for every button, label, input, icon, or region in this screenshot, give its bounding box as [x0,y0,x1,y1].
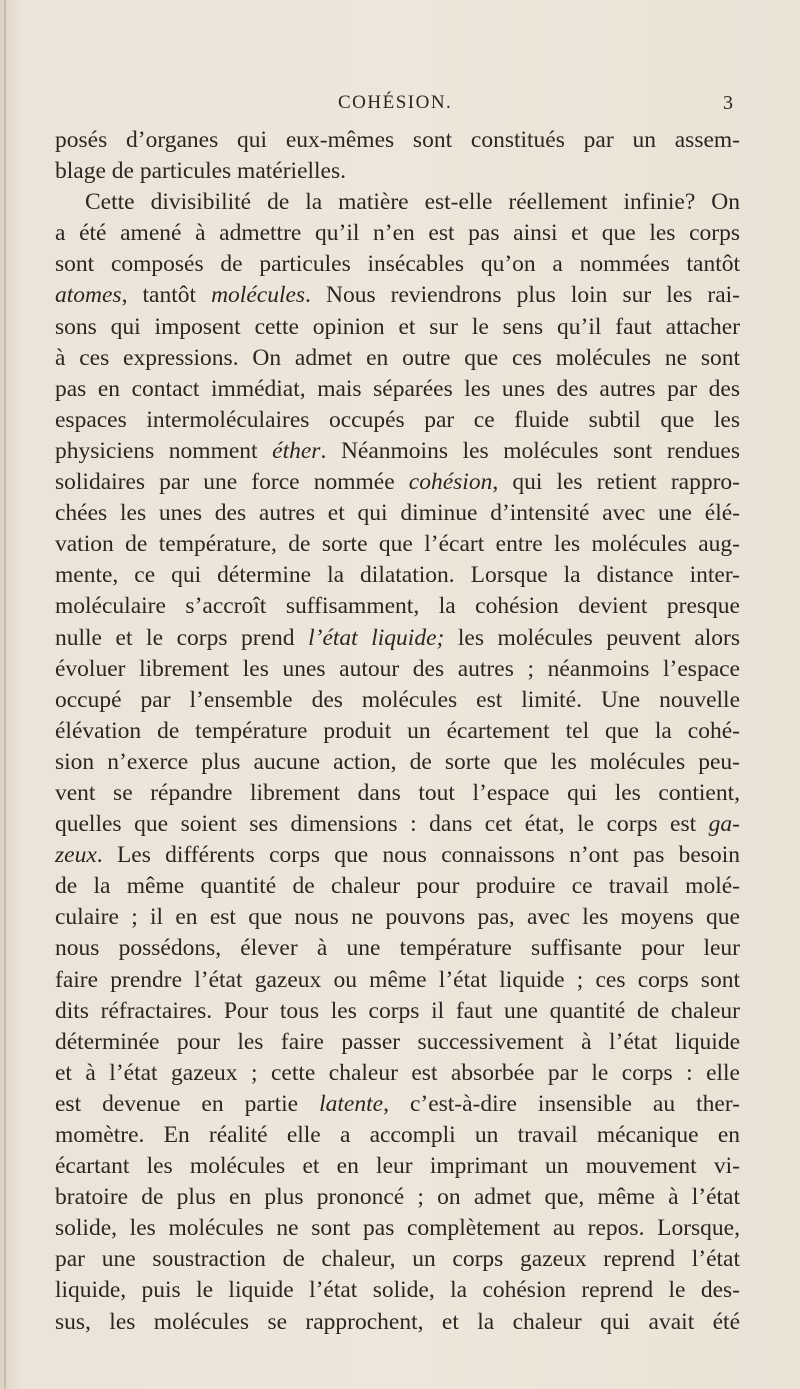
text-line [55,902,740,933]
text-run: élévation de température produit un écartement tel que la cohé- [55,717,740,744]
text-line [55,591,740,622]
text-run: et à l’état gazeux ; cette chaleur est absorbée par le corps : elle [55,1059,740,1086]
italic-term: l’état liquide; [308,624,445,651]
page-number: 3 [723,92,733,114]
text-run: sus, les molécules se rapprochent, et la chaleur qui avait été [55,1308,740,1335]
text-run: . Les différents corps que nous connaissons n’ont pas besoin [96,842,740,869]
text-line [55,1182,740,1213]
text-line [55,405,740,436]
text-run: liquide, puis le liquide l’état solide, la cohésion reprend le des- [55,1277,740,1304]
text-line [55,840,740,871]
text-line [55,498,740,529]
text-run: par une soustraction de chaleur, un corps gazeux reprend l’état [55,1246,740,1273]
text-run: , qui les retient rappro- [492,469,740,496]
text-line [55,374,740,405]
text-line [55,778,740,809]
text-line [55,933,740,964]
text-run: est devenue en partie [55,1090,320,1117]
text-run: occupé par l’ensemble des molécules est limité. Une nouvelle [55,686,740,713]
text-run: . Nous reviendrons plus loin sur les rai- [305,282,740,309]
text-run: faire prendre l’état gazeux ou même l’état liquide ; ces corps sont [55,966,740,993]
text-run: de la même quantité de chaleur pour produire ce travail molé- [55,873,740,900]
paragraph [55,125,740,187]
text-run: pas en contact immédiat, mais séparées les unes des autres par des [55,375,740,402]
text-run: vation de température, de sorte que l’écart entre les molécules aug- [55,531,740,558]
text-run: les molécules peuvent alors [444,624,741,651]
text-run: quelles que soient ses dimensions : dans cet état, le corps est [55,811,709,838]
text-line [55,156,740,187]
text-line [55,1089,740,1120]
text-run: solidaires par une force nommée [55,469,409,496]
body-text [55,125,740,1338]
text-line [55,1151,740,1182]
text-run: à ces expressions. On admet en outre que ces molécules ne sont [55,344,740,371]
text-line [55,280,740,311]
text-line [55,996,740,1027]
text-run: chées les unes des autres et qui diminue d’intensité avec une élé- [55,500,740,527]
text-line [55,809,740,840]
text-line [55,623,740,654]
italic-term: molécules [211,282,306,309]
text-run: solide, les molécules ne sont pas complètement au repos. Lorsque, [55,1215,740,1242]
text-line [55,1027,740,1058]
italic-term: latente [319,1090,384,1117]
text-run: nous possédons, élever à une température suffisante pour leur [55,935,740,962]
text-line [55,467,740,498]
text-run: déterminée pour les faire passer successivement à l’état liquide [55,1028,740,1055]
text-line [55,1213,740,1244]
text-line [55,1307,740,1338]
text-run: bratoire de plus en plus prononcé ; on admet que, même à l’état [55,1184,740,1211]
italic-term: zeux [55,842,97,869]
text-line [55,560,740,591]
text-run: , c’est-à-dire insensible au ther- [383,1090,740,1117]
text-run: dits réfractaires. Pour tous les corps il faut une quantité de chaleur [55,997,740,1024]
text-line [55,529,740,560]
text-line [55,654,740,685]
text-line [55,1275,740,1306]
text-run: vent se répandre librement dans tout l’espace qui les contient, [55,779,740,806]
text-line [55,1244,740,1275]
text-run: physiciens nomment [55,437,273,464]
text-line [55,965,740,996]
text-run: Cette divisibilité de la matière est-elle réellement infinie? On [85,189,740,216]
text-line [55,871,740,902]
text-line [55,187,740,218]
paragraph [55,187,740,1337]
text-run: blage de particules matérielles. [55,158,347,185]
text-line [55,1120,740,1151]
text-run: espaces intermoléculaires occupés par ce fluide subtil que les [55,406,740,433]
text-line [55,685,740,716]
text-run: sons qui imposent cette opinion et sur le sens qu’il faut attacher [55,313,740,340]
text-line [55,343,740,374]
text-run: culaire ; il en est que nous ne pouvons pas, avec les moyens que [55,904,740,931]
text-line [55,1058,740,1089]
text-run: mente, ce qui détermine la dilatation. Lorsque la distance inter- [55,562,740,589]
text-run: posés d’organes qui eux-mêmes sont constitués par un assem- [55,127,740,153]
italic-term: ga- [708,811,740,838]
text-run: moléculaire s’accroît suffisamment, la cohésion devient presque [55,593,740,620]
text-run: momètre. En réalité elle a accompli un travail mécanique en [55,1122,740,1148]
text-line [55,716,740,747]
text-run: a été amené à admettre qu’il n’en est pas ainsi et que les corps [55,220,740,247]
italic-term: éther [272,437,321,464]
running-head [0,92,800,122]
text-line [55,312,740,343]
italic-term: atomes [55,282,122,309]
text-run: nulle et le corps prend [55,624,309,651]
running-title: COHÉSION. [338,92,453,113]
text-line [55,747,740,778]
page-edge [4,0,6,1389]
text-line [55,436,740,467]
text-run: évoluer librement les unes autour des autres ; néanmoins l’espace [55,655,740,682]
text-line [55,218,740,249]
text-run: sion n’exerce plus aucune action, de sorte que les molécules peu- [55,748,740,775]
text-line [55,249,740,280]
text-run: , tantôt [121,282,212,309]
text-run: écartant les molécules et en leur imprimant un mouvement vi- [55,1153,740,1180]
italic-term: cohésion [408,469,493,496]
text-run: sont composés de particules insécables qu’on a nommées tantôt [55,251,740,278]
text-line [55,125,740,156]
text-run: . Néanmoins les molécules sont rendues [320,437,740,464]
